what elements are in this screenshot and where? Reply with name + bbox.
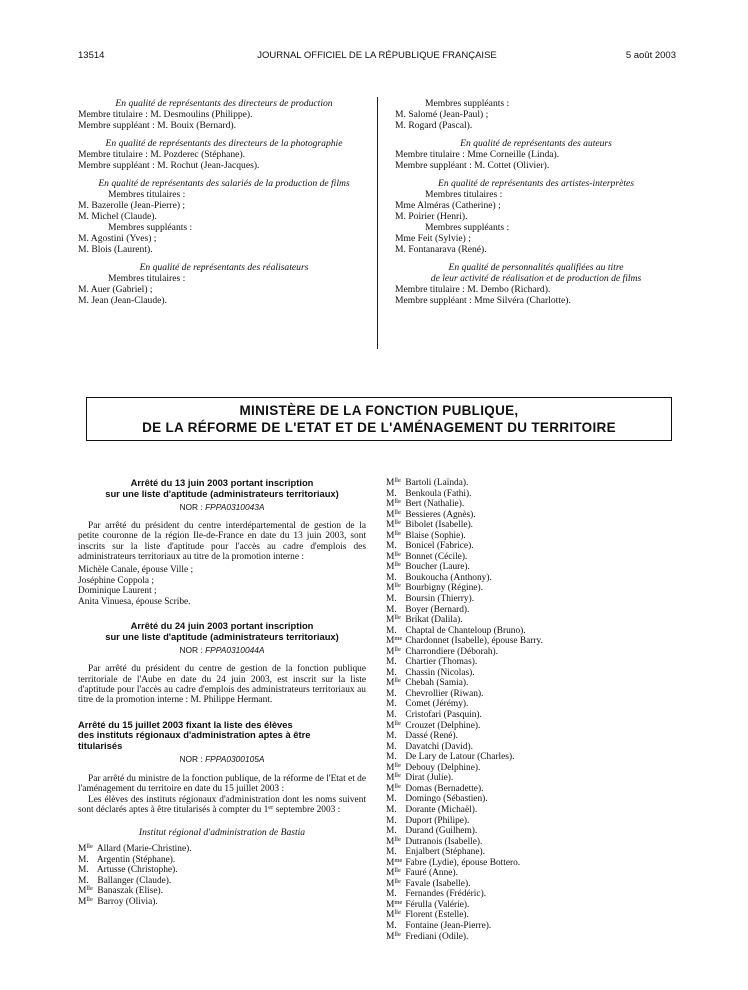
- person-name: Domingo (Sébastien).: [403, 794, 488, 805]
- list-item: [386, 910, 676, 921]
- civility-title: $M^{me}$: [386, 898, 403, 910]
- list-item: [386, 784, 676, 795]
- text-line: M. Fontanarava (René).: [395, 244, 487, 255]
- civility-title: $M^{me}$: [386, 635, 403, 647]
- civility-title: $M^{lle}$: [386, 645, 401, 657]
- text-line: Membre suppléant : M. Cottet (Olivier).: [395, 160, 550, 171]
- civility-title: M.: [386, 804, 397, 815]
- civility-title: M.: [78, 854, 89, 865]
- nor-value: FPPA0310043A: [205, 502, 265, 512]
- top-left-column: [78, 98, 370, 306]
- list-item: [386, 826, 676, 837]
- person-name: Chardonnet (Isabelle), épouse Barry.: [403, 636, 543, 647]
- list-item: Michèle Canale, épouse Ville ;: [78, 565, 194, 576]
- civility-title: M.: [78, 875, 89, 886]
- arrete-3-nor: [78, 754, 366, 765]
- list-item: [386, 626, 676, 637]
- list-item: [386, 489, 676, 500]
- list-item: Dominique Laurent ;: [78, 586, 157, 597]
- person-name: Frediani (Odile).: [403, 931, 469, 942]
- list-item: [386, 594, 676, 605]
- person-name: Fontaine (Jean-Pierre).: [403, 920, 492, 931]
- list-item: [386, 921, 676, 932]
- person-name: Comet (Jérémy).: [403, 699, 469, 710]
- text-line: M. Bazerolle (Jean-Pierre) ;: [78, 200, 186, 211]
- list-item: [386, 689, 676, 700]
- person-name: Cristofari (Pasquin).: [403, 710, 482, 721]
- text-line: M. Agostini (Yves) ;: [78, 233, 157, 244]
- person-name: Ballanger (Claude).: [95, 875, 172, 886]
- list-item: [78, 844, 366, 855]
- person-name: Brikat (Dalila).: [403, 615, 463, 626]
- section-heading: de leur activité de réalisation et de production de films: [430, 273, 642, 284]
- arrete-2-nor: [78, 645, 366, 656]
- civility-title: $M^{lle}$: [386, 550, 401, 562]
- civility-title: $M^{lle}$: [78, 895, 93, 907]
- list-item: [386, 752, 676, 763]
- text-line: Membre titulaire : M. Dembo (Richard).: [395, 284, 551, 295]
- person-name: Bonicel (Fabrice).: [403, 541, 474, 552]
- person-name: Bibolet (Isabelle).: [403, 520, 474, 531]
- person-name: Boyer (Bernard).: [403, 604, 470, 615]
- civility-title: $M^{lle}$: [386, 582, 401, 594]
- nor-value: FPPA0310044A: [205, 645, 265, 656]
- civility-title: M.: [386, 889, 397, 900]
- arrete-1-nor: [78, 502, 366, 513]
- person-name: Barroy (Olivia).: [95, 896, 158, 907]
- list-item: [386, 889, 676, 900]
- person-name: Férulla (Valérie).: [403, 899, 470, 910]
- page-header: [78, 50, 676, 64]
- section-heading: En qualité de représentants des salariés de la production de films: [98, 178, 350, 189]
- person-name: Boucher (Laure).: [403, 562, 470, 573]
- bottom-left-column: [78, 478, 366, 908]
- list-item: [386, 816, 676, 827]
- list-item: [386, 721, 676, 732]
- arrete-2-title: [78, 621, 366, 642]
- person-name: Duport (Philipe).: [403, 815, 470, 826]
- list-item: [78, 897, 366, 908]
- civility-title: M.: [386, 741, 397, 752]
- person-name: Argentin (Stéphane).: [95, 854, 176, 865]
- civility-title: M.: [386, 488, 397, 499]
- section-heading: En qualité de représentants des réalisateurs: [139, 262, 309, 273]
- civility-title: $M^{lle}$: [386, 477, 401, 488]
- section-heading: En qualité de représentants des auteurs: [460, 138, 612, 149]
- person-name: Chassin (Nicolas).: [403, 667, 475, 678]
- arrete-2-title-line: Arrêté du 24 juin 2003 portant inscription: [130, 620, 314, 632]
- list-item: [386, 858, 676, 869]
- person-name: Crouzet (Delphine).: [403, 720, 481, 731]
- list-item: [386, 510, 676, 521]
- list-item: [386, 773, 676, 784]
- section-heading: En qualité de représentants des directeurs de production: [115, 98, 333, 109]
- text-line: Membre titulaire : M. Desmoulins (Philippe).: [78, 109, 253, 120]
- person-name: Bessieres (Agnès).: [403, 509, 476, 520]
- list-item: [386, 879, 676, 890]
- civility-title: $M^{lle}$: [386, 498, 401, 510]
- list-item: [386, 573, 676, 584]
- list-item: [386, 868, 676, 879]
- person-name: Benkoula (Fathi).: [403, 488, 472, 499]
- spacer: [395, 255, 677, 262]
- text-line: M. Rogard (Pascal).: [395, 120, 473, 131]
- civility-title: $M^{lle}$: [386, 529, 401, 541]
- list-item: [386, 847, 676, 858]
- civility-title: M.: [386, 625, 397, 636]
- section-heading: En qualité de représentants des directeurs de la photographie: [105, 138, 343, 149]
- person-name: Bonnet (Cécile).: [403, 551, 468, 562]
- person-name: Davatchi (David).: [403, 741, 474, 752]
- arrete-3-paragraph-1: Par arrêté du ministre de la fonction publique, de la réforme de l'Etat et de l'aménagement du territoire en date du 15 juillet 2003 :: [78, 774, 366, 795]
- civility-title: M.: [386, 604, 397, 615]
- list-item: [386, 478, 676, 489]
- civility-title: M.: [386, 688, 397, 699]
- list-item: [386, 499, 676, 510]
- civility-title: M.: [386, 541, 397, 552]
- civility-title: M.: [78, 865, 89, 876]
- civility-title: M.: [386, 710, 397, 721]
- person-name: Boursin (Thierry).: [403, 594, 475, 605]
- list-item: [386, 900, 676, 911]
- text-line: Mme Feit (Sylvie) ;: [395, 233, 471, 244]
- civility-title: $M^{lle}$: [386, 519, 401, 531]
- civility-title: $M^{lle}$: [386, 761, 401, 773]
- person-name: Chebah (Samia).: [403, 678, 469, 689]
- person-name: Chaptal de Chanteloup (Bruno).: [403, 625, 526, 636]
- person-name: De Lary de Latour (Charles).: [403, 752, 515, 763]
- civility-title: $M^{lle}$: [386, 835, 401, 847]
- civility-title: $M^{lle}$: [386, 677, 401, 689]
- arrete-1-paragraph: Par arrêté du président du centre interdépartemental de gestion de la petite couronne de la région Ile-de-France en date du 13 juin 2003, sont inscrits sur la liste d'aptitude pour l'accès au cadre d'emplois des administrateurs territoriaux au titre de la promotion interne :: [78, 521, 366, 562]
- list-item: [386, 794, 676, 805]
- journal-title: JOURNAL OFFICIEL DE LA RÉPUBLIQUE FRANÇAISE: [257, 50, 497, 61]
- civility-title: M.: [386, 731, 397, 742]
- person-name: Fauré (Anne).: [403, 868, 458, 879]
- ministry-title-line1: MINISTÈRE DE LA FONCTION PUBLIQUE,: [239, 403, 519, 418]
- text-line: M. Blois (Laurent).: [78, 244, 153, 255]
- person-name: Dassé (René).: [403, 731, 458, 742]
- person-name: Domas (Bernadette).: [403, 783, 484, 794]
- arrete-2-title-line: sur une liste d'aptitude (administrateurs territoriaux): [105, 630, 339, 642]
- civility-title: $M^{lle}$: [78, 885, 93, 897]
- person-name: Blaise (Sophie).: [403, 530, 466, 541]
- text-line: Membre titulaire : Mme Corneille (Linda).: [395, 149, 560, 160]
- person-name: Fabre (Lydie), épouse Bottero.: [403, 857, 521, 868]
- list-item: [78, 886, 366, 897]
- list-item: [386, 710, 676, 721]
- text-line: Membres titulaires :: [108, 273, 186, 284]
- column-divider: [377, 97, 378, 349]
- civility-title: $M^{me}$: [386, 856, 403, 868]
- civility-title: M.: [386, 815, 397, 826]
- arrete-1-title: [78, 478, 366, 499]
- list-item: [386, 541, 676, 552]
- list-item: [386, 699, 676, 710]
- institute-heading: Institut régional d'administration de Bastia: [138, 827, 306, 839]
- person-name: Dutranois (Isabelle).: [403, 836, 483, 847]
- list-item: [386, 615, 676, 626]
- civility-title: M.: [386, 572, 397, 583]
- list-item: Joséphine Coppola ;: [78, 575, 155, 586]
- text-line: Mme Alméras (Catherine) ;: [395, 200, 501, 211]
- civility-title: M.: [386, 752, 397, 763]
- text-line: M. Auer (Gabriel) ;: [78, 284, 153, 295]
- spacer: [395, 171, 677, 178]
- civility-title: $M^{lle}$: [386, 614, 401, 626]
- civility-title: M.: [386, 657, 397, 668]
- civility-title: $M^{lle}$: [78, 843, 93, 855]
- list-item: [386, 932, 676, 943]
- person-name: Chartier (Thomas).: [403, 657, 478, 668]
- text-line: Membres suppléants :: [425, 222, 510, 233]
- list-item: [386, 742, 676, 753]
- civility-title: $M^{lle}$: [386, 772, 401, 784]
- nor-label: NOR :: [179, 645, 206, 656]
- page-number: 13514: [78, 50, 105, 61]
- list-item: [386, 668, 676, 679]
- person-name: Boukoucha (Anthony).: [403, 572, 492, 583]
- civility-title: $M^{lle}$: [386, 508, 401, 520]
- person-name: Durand (Guilhem).: [403, 826, 478, 837]
- list-item: [78, 855, 366, 866]
- civility-title: M.: [386, 826, 397, 837]
- civility-title: M.: [386, 920, 397, 931]
- person-name: Debouy (Delphine).: [403, 762, 481, 773]
- list-item: [386, 605, 676, 616]
- person-name: Chevrollier (Riwan).: [403, 688, 484, 699]
- list-item: [386, 837, 676, 848]
- arrete-1-title-line: Arrêté du 13 juin 2003 portant inscription: [130, 477, 314, 488]
- civility-title: M.: [386, 699, 397, 710]
- person-name: Dirat (Julie).: [403, 773, 454, 784]
- person-name: Bourbigny (Régine).: [403, 583, 483, 594]
- section-heading: En qualité de représentants des artistes-interprètes: [437, 178, 635, 189]
- list-item: [78, 876, 366, 887]
- bottom-right-name-list: [386, 478, 676, 942]
- person-name: Enjalbert (Stéphane).: [403, 847, 485, 858]
- person-name: Bert (Nathalie).: [403, 499, 465, 510]
- text-line: Membres suppléants :: [425, 98, 510, 109]
- civility-title: $M^{lle}$: [386, 930, 401, 942]
- text-line: Membre suppléant : M. Rochut (Jean-Jacques).: [78, 160, 260, 171]
- list-item: [386, 731, 676, 742]
- text-line: M. Michel (Claude).: [78, 211, 157, 222]
- civility-title: M.: [386, 594, 397, 605]
- arrete-3-title: [78, 720, 366, 752]
- list-item: [386, 657, 676, 668]
- arrete-2-paragraph: Par arrêté du président du centre de gestion de la fonction publique territoriale de l'Aube en date du 24 juin 2003, est inscrit sur la liste d'aptitude pour l'accès au cadre d'emplois des administrateurs territoriaux au titre de la promotion interne : M. Philippe Hermant.: [78, 664, 366, 706]
- civility-title: $M^{lle}$: [386, 867, 401, 879]
- top-right-column: [395, 98, 677, 306]
- text-line: Membre suppléant : Mme Silvéra (Charlotte).: [395, 295, 571, 306]
- ministry-banner: [86, 397, 672, 441]
- civility-title: $M^{lle}$: [386, 877, 401, 889]
- nor-value: FPPA0300105A: [205, 754, 265, 765]
- spacer: [78, 131, 370, 138]
- person-name: Florent (Estelle).: [403, 910, 469, 921]
- list-item: [386, 552, 676, 563]
- nor-label: NOR :: [179, 502, 206, 512]
- ministry-title-line2: DE LA RÉFORME DE L'ETAT ET DE L'AMÉNAGEMENT DU TERRITOIRE: [142, 420, 616, 435]
- issue-date: 5 août 2003: [625, 50, 676, 61]
- civility-title: $M^{lle}$: [386, 719, 401, 731]
- list-item: [386, 647, 676, 658]
- list-item: [386, 678, 676, 689]
- text-line: Membre suppléant : M. Bouix (Bernard).: [78, 120, 236, 131]
- person-name: Charrondiere (Déborah).: [403, 646, 499, 657]
- text-line: Membre titulaire : M. Pozderec (Stéphane).: [78, 149, 246, 160]
- text-line: Membres titulaires :: [425, 189, 503, 200]
- text-line: Membres suppléants :: [108, 222, 193, 233]
- civility-title: $M^{lle}$: [386, 561, 401, 573]
- text-line: Membres titulaires :: [108, 189, 186, 200]
- list-item: [386, 636, 676, 647]
- civility-title: M.: [386, 667, 397, 678]
- civility-title: $M^{lle}$: [386, 782, 401, 794]
- person-name: Allard (Marie-Christine).: [95, 844, 192, 855]
- person-name: Artusse (Christophe).: [95, 865, 178, 876]
- civility-title: M.: [386, 794, 397, 805]
- person-name: Dorante (Michaël).: [403, 804, 478, 815]
- list-item: [78, 865, 366, 876]
- text-line: M. Salomé (Jean-Paul) ;: [395, 109, 489, 120]
- civility-title: M.: [386, 847, 397, 858]
- arrete-3-names: [78, 844, 366, 907]
- arrete-3-paragraph-2: Les élèves des instituts régionaux d'administration dont les noms suivent sont déclarés aptes à être titularisés à compter du 1er septembre 2003 :: [78, 794, 366, 815]
- arrete-3-title-line: titularisés: [78, 739, 123, 751]
- text-line: M. Poirier (Henri).: [395, 211, 468, 222]
- arrete-3-title-line: des instituts régionaux d'administration aptes à être: [78, 729, 311, 741]
- person-name: Favale (Isabelle).: [403, 878, 471, 889]
- list-item: [386, 531, 676, 542]
- spacer: [78, 171, 370, 178]
- person-name: Banaszak (Elise).: [95, 886, 163, 897]
- list-item: [386, 763, 676, 774]
- arrete-3-title-line: Arrêté du 15 juillet 2003 fixant la liste des élèves: [78, 718, 293, 730]
- text-line: M. Jean (Jean-Claude).: [78, 295, 167, 306]
- person-name: Fernandes (Frédéric).: [403, 889, 487, 900]
- arrete-1-names: [78, 565, 366, 607]
- list-item: Anita Vinuesa, épouse Scribe.: [78, 596, 191, 607]
- civility-title: $M^{lle}$: [386, 909, 401, 921]
- spacer: [78, 255, 370, 262]
- person-name: Bartoli (Laïnda).: [403, 478, 469, 488]
- spacer: [395, 131, 677, 138]
- section-heading: En qualité de personnalités qualifiées au titre: [448, 262, 624, 273]
- arrete-1-title-line: sur une liste d'aptitude (administrateurs territoriaux): [105, 487, 339, 499]
- list-item: [386, 562, 676, 573]
- list-item: [386, 520, 676, 531]
- nor-label: NOR :: [179, 754, 206, 765]
- list-item: [386, 805, 676, 816]
- list-item: [386, 583, 676, 594]
